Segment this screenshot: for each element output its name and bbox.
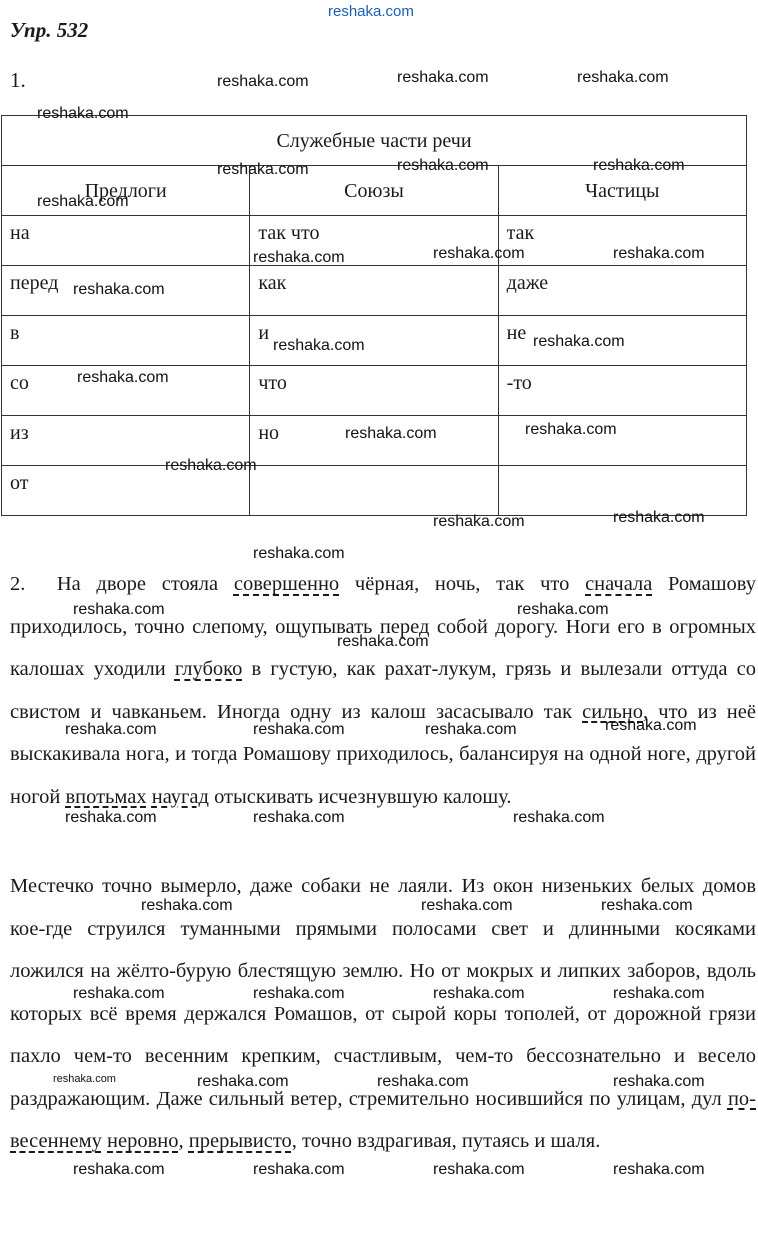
watermark: reshaka.com: [421, 897, 513, 914]
text-run: , точно вздрагивая, путаясь и шаля.: [291, 1130, 601, 1152]
watermark: reshaka.com: [141, 897, 233, 914]
adverb-underlined: сначала: [585, 573, 653, 595]
watermark: reshaka.com: [601, 897, 693, 914]
table-cell: не: [498, 316, 746, 366]
watermark: reshaka.com: [273, 337, 365, 354]
table-cell: перед: [2, 266, 250, 316]
watermark: reshaka.com: [253, 985, 345, 1002]
table-title: Служебные части речи: [2, 116, 747, 166]
watermark: reshaka.com: [65, 721, 157, 738]
table-cell: в: [2, 316, 250, 366]
table-cell: как: [250, 266, 498, 316]
watermark: reshaka.com: [53, 1073, 116, 1085]
watermark: reshaka.com: [165, 457, 257, 474]
watermark: reshaka.com: [613, 509, 705, 526]
table-cell: и: [250, 316, 498, 366]
watermark: reshaka.com: [613, 985, 705, 1002]
table-cell: на: [2, 216, 250, 266]
column-header: Предлоги: [2, 166, 250, 216]
watermark: reshaka.com: [605, 717, 697, 734]
watermark: reshaka.com: [77, 369, 169, 386]
watermark: reshaka.com: [37, 105, 129, 122]
watermark: reshaka.com: [73, 1161, 165, 1178]
text-run: , что из неё выскакивала нога, и тогда Ромашову приходилось, балансируя на одной ноге, другой ногой: [10, 700, 756, 808]
text-run: отыскивать исчезнувшую калошу.: [208, 785, 512, 808]
column-header: Союзы: [250, 166, 498, 216]
table-cell: так что: [250, 216, 498, 266]
watermark: reshaka.com: [377, 1073, 469, 1090]
table-row: [2, 316, 747, 366]
watermark: reshaka.com: [433, 985, 525, 1002]
adverb-underlined: наугад: [151, 785, 209, 808]
watermark: reshaka.com: [613, 245, 705, 262]
adverb-underlined: неровно: [107, 1130, 179, 1152]
table-cell: из: [2, 416, 250, 466]
text-run: Местечко точно вымерло, даже собаки не лаяли. Из окон низеньких белых домов кое-где струился туманными прямыми полосами свет и длинными косяками ложился на жёлто-бурую блестящую землю. Но от мокрых и липких заборов, вдоль которых всё время держался Ромашов, от сырой коры тополей, от дорожной грязи пахло чем-то весенним крепким, счастливым, чем-то бессознательно и весело раздражающим. Даже сильный ветер, стремительно носившийся по улицам, дул: [10, 875, 756, 1110]
adverb-underlined: впотьмах: [65, 785, 147, 808]
watermark: reshaka.com: [253, 249, 345, 266]
watermark: reshaka.com: [328, 3, 414, 20]
watermark: reshaka.com: [433, 513, 525, 530]
watermark: reshaka.com: [613, 1073, 705, 1090]
watermark: reshaka.com: [433, 1161, 525, 1178]
watermark: reshaka.com: [593, 157, 685, 174]
parts-of-speech-table: [1, 115, 747, 516]
adverb-underlined: прерывисто: [188, 1130, 292, 1152]
watermark: reshaka.com: [217, 73, 309, 90]
watermark: reshaka.com: [217, 161, 309, 178]
watermark: reshaka.com: [517, 601, 609, 618]
adverb-underlined: совершенно: [233, 573, 340, 595]
column-header: Частицы: [498, 166, 746, 216]
watermark: reshaka.com: [73, 601, 165, 618]
table-cell: [250, 466, 498, 516]
part-1-number: 1.: [10, 68, 26, 92]
table-cell: [498, 466, 746, 516]
text-run: чёрная, ночь, так что: [339, 573, 586, 595]
watermark: reshaka.com: [613, 1161, 705, 1178]
watermark: reshaka.com: [253, 809, 345, 826]
watermark: reshaka.com: [253, 545, 345, 562]
text-run: в густую, как рахат-лукум, грязь и вылезали оттуда со свистом и чавканьем. Иногда одну из калош засасывало так: [10, 658, 756, 723]
watermark: reshaka.com: [37, 193, 129, 210]
watermark: reshaka.com: [73, 985, 165, 1002]
table-cell: -то: [498, 366, 746, 416]
watermark: reshaka.com: [65, 809, 157, 826]
watermark: reshaka.com: [397, 157, 489, 174]
table-cell: даже: [498, 266, 746, 316]
adverb-underlined: сильно: [582, 700, 644, 723]
watermark: reshaka.com: [337, 633, 429, 650]
watermark: reshaka.com: [73, 281, 165, 298]
table-cell: со: [2, 366, 250, 416]
watermark: reshaka.com: [253, 721, 345, 738]
adverb-underlined: по-весеннему: [10, 1087, 756, 1152]
watermark: reshaka.com: [577, 69, 669, 86]
text-run: На дворе стояла: [56, 573, 234, 595]
watermark: reshaka.com: [425, 721, 517, 738]
table-cell: так: [498, 216, 746, 266]
table-row: [2, 466, 747, 516]
watermark: reshaka.com: [525, 421, 617, 438]
watermark: reshaka.com: [533, 333, 625, 350]
watermark: reshaka.com: [513, 809, 605, 826]
adverb-underlined: глубоко: [174, 658, 243, 680]
watermark: reshaka.com: [433, 245, 525, 262]
exercise-title: Упр. 532: [10, 18, 89, 42]
watermark: reshaka.com: [397, 69, 489, 86]
part-2-number: 2.: [10, 573, 26, 595]
table-cell: но: [250, 416, 498, 466]
watermark: reshaka.com: [253, 1161, 345, 1178]
watermark: reshaka.com: [345, 425, 437, 442]
watermark: reshaka.com: [197, 1073, 289, 1090]
table-cell: от: [2, 466, 250, 516]
table-cell: что: [250, 366, 498, 416]
paragraph-2: Местечко точно вымерло, даже собаки не лаяли. Из окон низеньких белых домов кое-где струился туманными прямыми полосами свет и длинными косяками ложился на жёлто-бурую блестящую землю. Но от мокрых и липких заборов, вдоль которых всё время держался Ромашов, от сырой коры тополей, от дорожной грязи пахло чем-то весенним крепким, счастливым, чем-то бессознательно и весело раздражающим. Даже сильный ветер, стремительно носившийся по улицам, дул по-весеннему неровно, прерывисто, точно вздрагивая, путаясь и шаля.: [10, 875, 756, 1152]
text-run: Ромашову приходилось, точно слепому, ощупывать перед собой дорогу. Ноги его в огромных калошах уходили: [10, 573, 756, 680]
